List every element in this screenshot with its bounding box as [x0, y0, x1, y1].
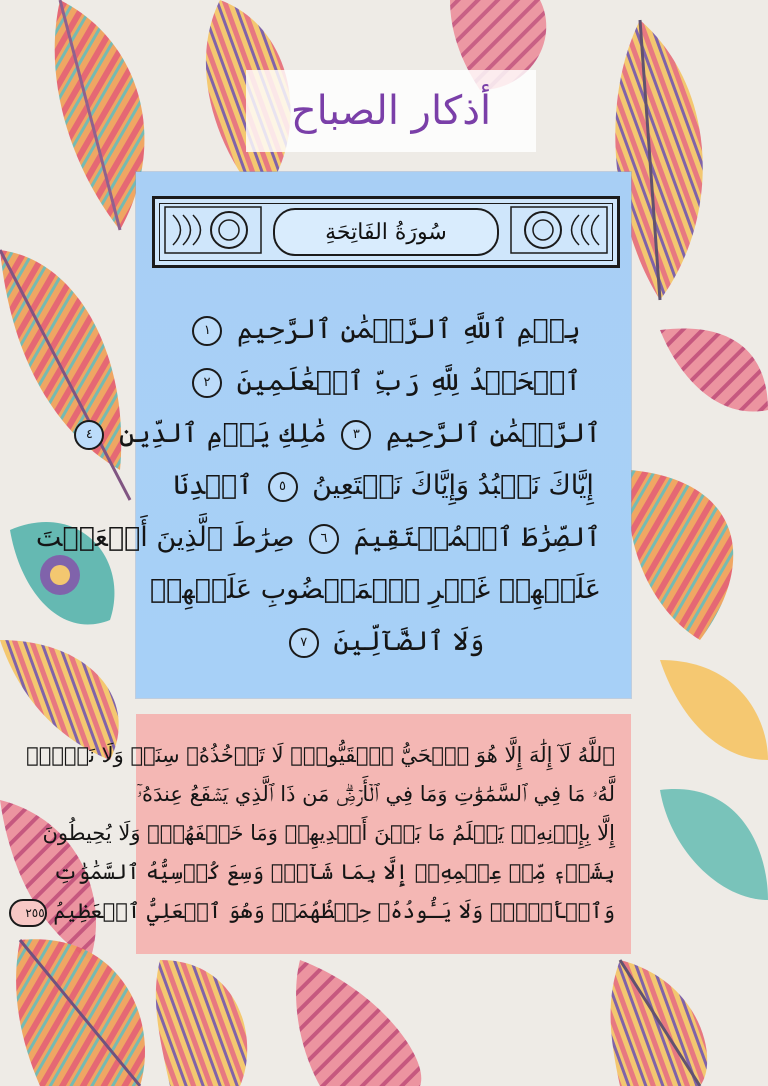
verse-number-badge: ٦: [309, 524, 339, 554]
verse-text: ٱلصِّرَٰطَ ٱلۡمُسۡتَقِيمَ: [353, 522, 601, 553]
ayah-line: ٱللَّهُ لَآ إِلَٰهَ إِلَّا هُوَ ٱلۡحَيُّ ٱلۡقَيُّومُۚ لَا تَأۡخُذُهُۥ سِنَةٞ وَلَا نَوۡمٞۚ: [26, 743, 615, 767]
feather-icon: [156, 960, 247, 1086]
ayah-line: لَّهُۥ مَا فِي ٱلسَّمَٰوَٰتِ وَمَا فِي ٱلۡأَرۡضِۗ مَن ذَا ٱلَّذِي يَشۡفَعُ عِندَهُۥٓ: [136, 782, 615, 806]
feather-icon: [611, 960, 708, 1086]
verse-line: [166, 616, 601, 668]
ayah-line: إِلَّا بِإِذۡنِهِۦۚ يَعۡلَمُ مَا بَيۡنَ أَيۡدِيهِمۡ وَمَا خَلۡفَهُمۡۖ وَلَا يُحِيطُونَ: [42, 821, 615, 845]
verse-text: ٱهۡدِنَا: [173, 470, 253, 501]
verse-line: [35, 512, 601, 564]
verse-text: ٱلرَّحۡمَٰنِ ٱلرَّحِيمِ: [385, 418, 601, 449]
surah-name-cartouche: [273, 208, 499, 256]
surah-name: سُورَةُ الفَاتِحَةِ: [325, 219, 447, 245]
feather-icon: [16, 939, 145, 1086]
verse-text: بِسۡمِ ٱللَّهِ ٱلرَّحۡمَٰنِ ٱلرَّحِيمِ: [236, 314, 581, 345]
title-banner: [246, 70, 536, 152]
feather-icon: [628, 470, 733, 640]
verse-number-badge: ٢٥٥: [9, 899, 47, 927]
feather-icon: [660, 660, 768, 760]
ayat-kursi-panel: [25, 714, 631, 954]
verse-number-badge: ١: [192, 316, 222, 346]
verse-number-badge: ٤: [74, 420, 104, 450]
verse-line: [85, 408, 601, 460]
feather-icon: [0, 250, 130, 500]
surah-header-frame: [152, 196, 620, 268]
fatiha-panel: [35, 172, 631, 698]
page-title: أذكار الصباح: [290, 88, 492, 134]
ayah-line-text: وَٱلۡأَرۡضَۖ وَلَا يَـُٔودُهُۥ حِفۡظُهُمَاۚ وَهُوَ ٱلۡعَلِيُّ ٱلۡعَظِيمُ: [53, 899, 615, 923]
verse-text: مَٰلِكِ يَوۡمِ ٱلدِّينِ: [119, 418, 327, 449]
verse-line: [166, 304, 601, 356]
feather-icon: [660, 789, 768, 900]
verse-number-badge: ٣: [341, 420, 371, 450]
feather-icon: [55, 0, 145, 230]
verse-text: عَلَيۡهِمۡ غَيۡرِ ٱلۡمَغۡضُوبِ عَلَيۡهِمۡ: [149, 574, 601, 605]
verse-text: إِيَّاكَ نَعۡبُدُ وَإِيَّاكَ نَسۡتَعِينُ: [312, 470, 594, 501]
verse-line: [166, 460, 601, 512]
ayah-line: بِشَيۡءٖ مِّنۡ عِلۡمِهِۦٓ إِلَّا بِمَا شَآءَۚ وَسِعَ كُرۡسِيُّهُ ٱلسَّمَٰوَٰتِ: [53, 860, 615, 884]
verse-number-badge: ٥: [268, 472, 298, 502]
ayah-line-last: [25, 892, 615, 931]
arabesque-ornament-icon: [163, 205, 263, 255]
verse-text: صِرَٰطَ ٱلَّذِينَ أَنۡعَمۡتَ: [35, 522, 295, 553]
verse-text: وَلَا ٱلضَّآلِّينَ: [333, 626, 485, 657]
verse-line: [149, 564, 601, 616]
feather-icon: [660, 328, 768, 411]
arabesque-ornament-icon: [509, 205, 609, 255]
fatiha-verses: [35, 304, 601, 668]
verse-text: ٱلۡحَمۡدُ لِلَّهِ رَبِّ ٱلۡعَٰلَمِينَ: [236, 366, 582, 397]
feather-icon: [296, 960, 421, 1086]
verse-line: [166, 356, 601, 408]
verse-number-badge: ٢: [192, 368, 222, 398]
verse-number-badge: ٧: [289, 628, 319, 658]
ayat-kursi-text: [25, 736, 615, 931]
